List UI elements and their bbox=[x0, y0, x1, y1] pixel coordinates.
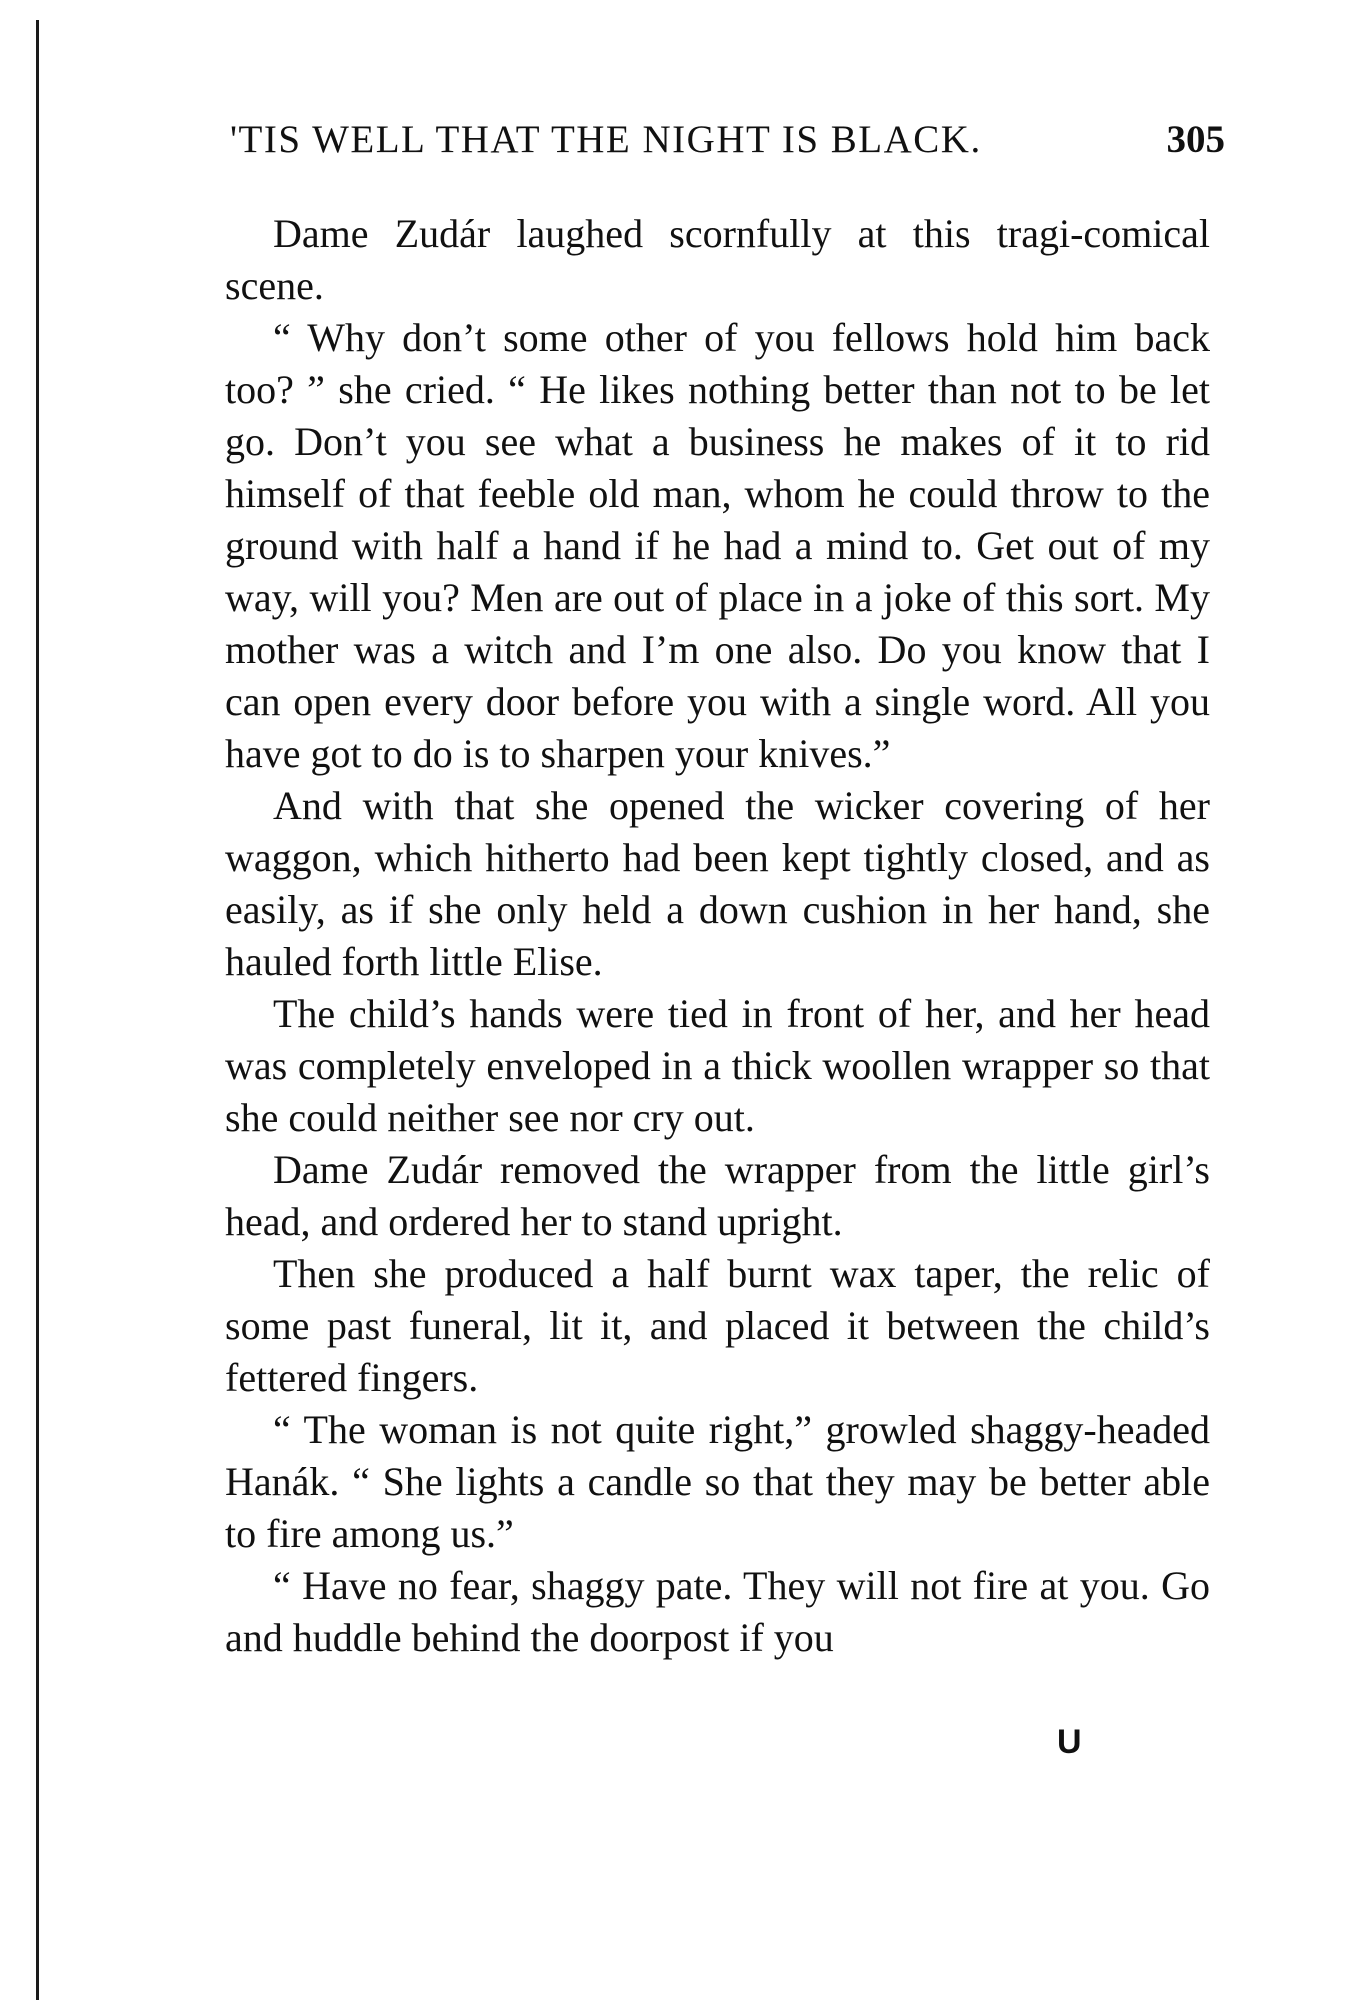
page-number: 305 bbox=[1166, 118, 1225, 161]
paragraph: The child’s hands were tied in front of her, and her head was completely enveloped in a thick woollen wrapper so that she could neither see nor cry out. bbox=[225, 991, 1210, 1140]
paragraph: “ The woman is not quite right,” growled shaggy-headed Hanák. “ She lights a candle so that they may be better able to fire among us.” bbox=[225, 1407, 1210, 1556]
book-page bbox=[225, 0, 1225, 2012]
running-head bbox=[225, 112, 1225, 168]
paragraph: Dame Zudár removed the wrapper from the little girl’s head, and ordered her to stand upright. bbox=[225, 1147, 1210, 1244]
running-title: 'TIS WELL THAT THE NIGHT IS BLACK. bbox=[230, 118, 982, 161]
paragraph: And with that she opened the wicker covering of her waggon, which hitherto had been kept tightly closed, and as easily, as if she only held a down cushion in her hand, she hauled forth little Elise. bbox=[225, 783, 1210, 984]
scan-border-line bbox=[36, 20, 39, 2000]
paragraph: Then she produced a half burnt wax taper, the relic of some past funeral, lit it, and placed it between the child’s fettered fingers. bbox=[225, 1251, 1210, 1400]
paragraph: “ Have no fear, shaggy pate. They will not fire at you. Go and huddle behind the doorpost if you bbox=[225, 1563, 1210, 1660]
body-text bbox=[225, 208, 1210, 1664]
signature-mark: U bbox=[1057, 1723, 1082, 1761]
paragraph: “ Why don’t some other of you fellows hold him back too? ” she cried. “ He likes nothing better than not to be let go. Don’t you see what a business he makes of it to rid himself of that feeble old man, whom he could throw to the ground with half a hand if he had a mind to. Get out of my way, will you? Men are out of place in a joke of this sort. My mother was a witch and I’m one also. Do you know that I can open every door before you with a single word. All you have got to do is to sharpen your knives.” bbox=[225, 315, 1210, 776]
paragraph: Dame Zudár laughed scornfully at this tragi-comical scene. bbox=[225, 211, 1210, 308]
